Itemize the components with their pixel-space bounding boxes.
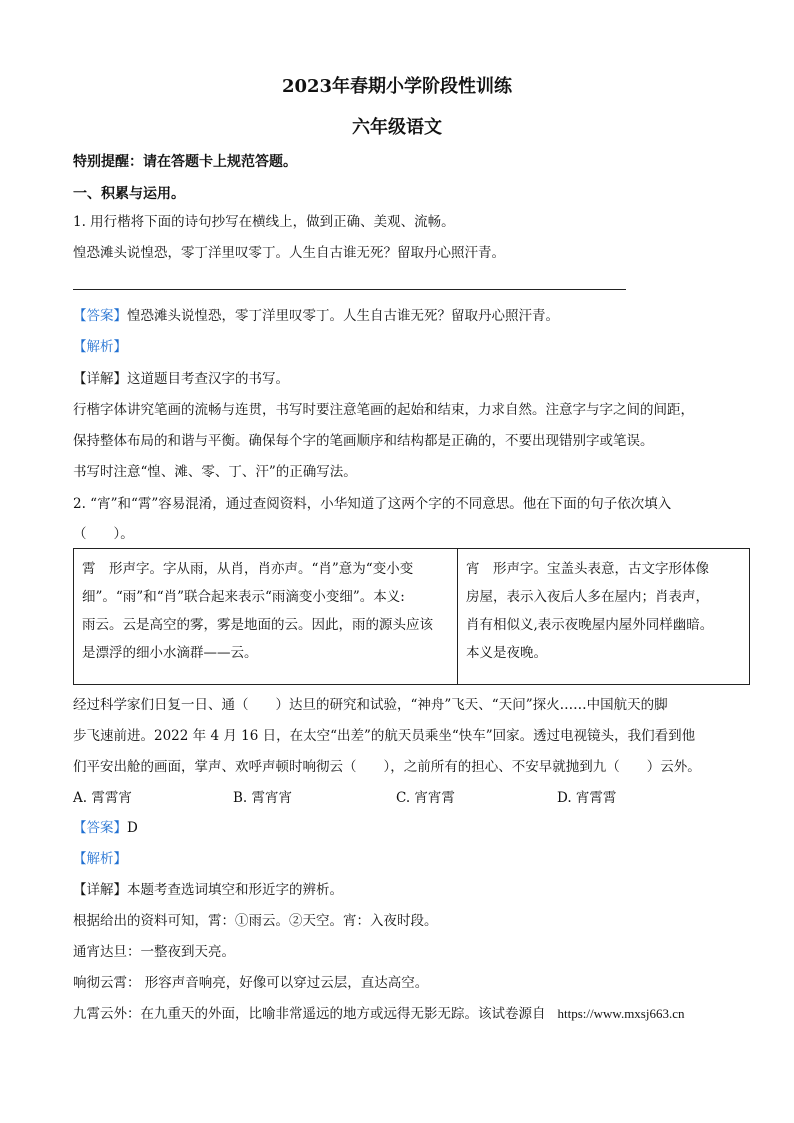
answer-tag: 【答案】 [73,308,127,324]
explanation-line [73,1004,685,1024]
option-a: A. 霄霄宵 [73,790,132,806]
exam-subtitle: 六年级语文 [352,117,442,138]
definition-line: 是漂浮的细小水滴群——云。 [82,645,258,661]
detail-text: 这道题目考查汉字的书写。 [127,371,289,387]
explanation-text: 九霄云外：在九重天的外面，比喻非常遥远的地方或远得无影无踪。该试卷源自 [73,1006,546,1022]
answer-tag: 【答案】 [73,820,127,836]
explanation-line: 行楷字体讲究笔画的流畅与连贯，书写时要注意笔画的起始和结束，力求自然。注意字与字之间的间距， [73,402,694,418]
explanation-line: 通宵达旦：一整夜到天亮。 [73,944,235,960]
detail-tag: 【详解】 [73,882,127,898]
definition-table [73,548,750,685]
definition-line: 本义是夜晚。 [466,645,547,661]
detail-row [73,369,289,389]
definition-line: 房屋，表示入夜后人多在屋内；肖表声， [466,589,709,605]
analysis-tag: 【解析】 [73,851,127,867]
question-1-poem: 惶恐滩头说惶恐，零丁洋里叹零丁。人生自古谁无死？留取丹心照汗青。 [73,245,505,261]
passage-line: 们平安出舱的画面，掌声、欢呼声顿时响彻云（ ），之前所有的担心、不安早就抛到九（ ）云外。 [73,759,701,775]
question-1-prompt: 1. 用行楷将下面的诗句抄写在横线上，做到正确、美观、流畅。 [73,214,455,230]
explanation-line: 书写时注意“惶、滩、零、丁、汗”的正确写法。 [73,464,357,480]
detail-tag: 【详解】 [73,371,127,387]
section-heading: 一、积累与运用。 [73,186,185,202]
question-2-blank: （ ）。 [73,526,134,542]
answer-text: 惶恐滩头说惶恐，零丁洋里叹零丁。人生自古谁无死？留取丹心照汗青。 [127,308,559,324]
question-2-prompt: 2. “宵”和“霄”容易混淆，通过查阅资料，小华知道了这两个字的不同意思。他在下面的句子依次填入 [73,496,672,512]
writing-line [73,289,626,290]
answer-row [73,818,138,838]
analysis-tag: 【解析】 [73,339,127,355]
explanation-line: 保持整体布局的和谐与平衡。确保每个字的笔画顺序和结构都是正确的，不要出现错别字或笔误。 [73,433,654,449]
explanation-line: 根据给出的资料可知，霄：①雨云。②天空。宵：入夜时段。 [73,913,438,929]
explanation-line: 响彻云霄： 形容声音响亮，好像可以穿过云层，直达高空。 [73,975,429,991]
definition-cell-xiao-cloud [74,549,458,685]
answer-text: D [127,820,138,836]
definition-line: 细”。“雨”和“肖”联合起来表示“雨滴变小变细”。本义: [82,589,405,605]
option-c: C. 宵宵霄 [396,790,455,806]
passage-line: 步飞速前进。2022 年 4 月 16 日，在太空“出差”的航天员乘坐“快车”回家。透过电视镜头，我们看到他 [73,728,696,744]
definition-line: 肖有相似义,表示夜晚屋内屋外同样幽暗。 [466,617,714,633]
option-b: B. 霄宵宵 [233,790,293,806]
passage-line: 经过科学家们日复一日、通（ ）达旦的研究和试验，“神舟”飞天、“天问”探火……中国航天的脚 [73,697,668,713]
definition-line: 宵 形声字。宝盖头表意，古文字形体像 [466,561,709,577]
source-url: https://www.mxsj663.cn [557,1006,685,1021]
definition-line: 霄 形声字。字从雨，从肖，肖亦声。“肖”意为“变小变 [82,561,414,577]
definition-cell-xiao-night [458,549,750,685]
detail-text: 本题考查选词填空和形近字的辨析。 [127,882,343,898]
definition-line: 雨云。云是高空的雾，雾是地面的云。因此，雨的源头应该 [82,617,433,633]
exam-title: 2023年春期小学阶段性训练 [281,76,513,97]
answer-row [73,306,559,326]
detail-row [73,880,343,900]
special-notice: 特别提醒：请在答题卡上规范答题。 [73,154,297,170]
option-d: D. 宵霄霄 [557,790,617,806]
